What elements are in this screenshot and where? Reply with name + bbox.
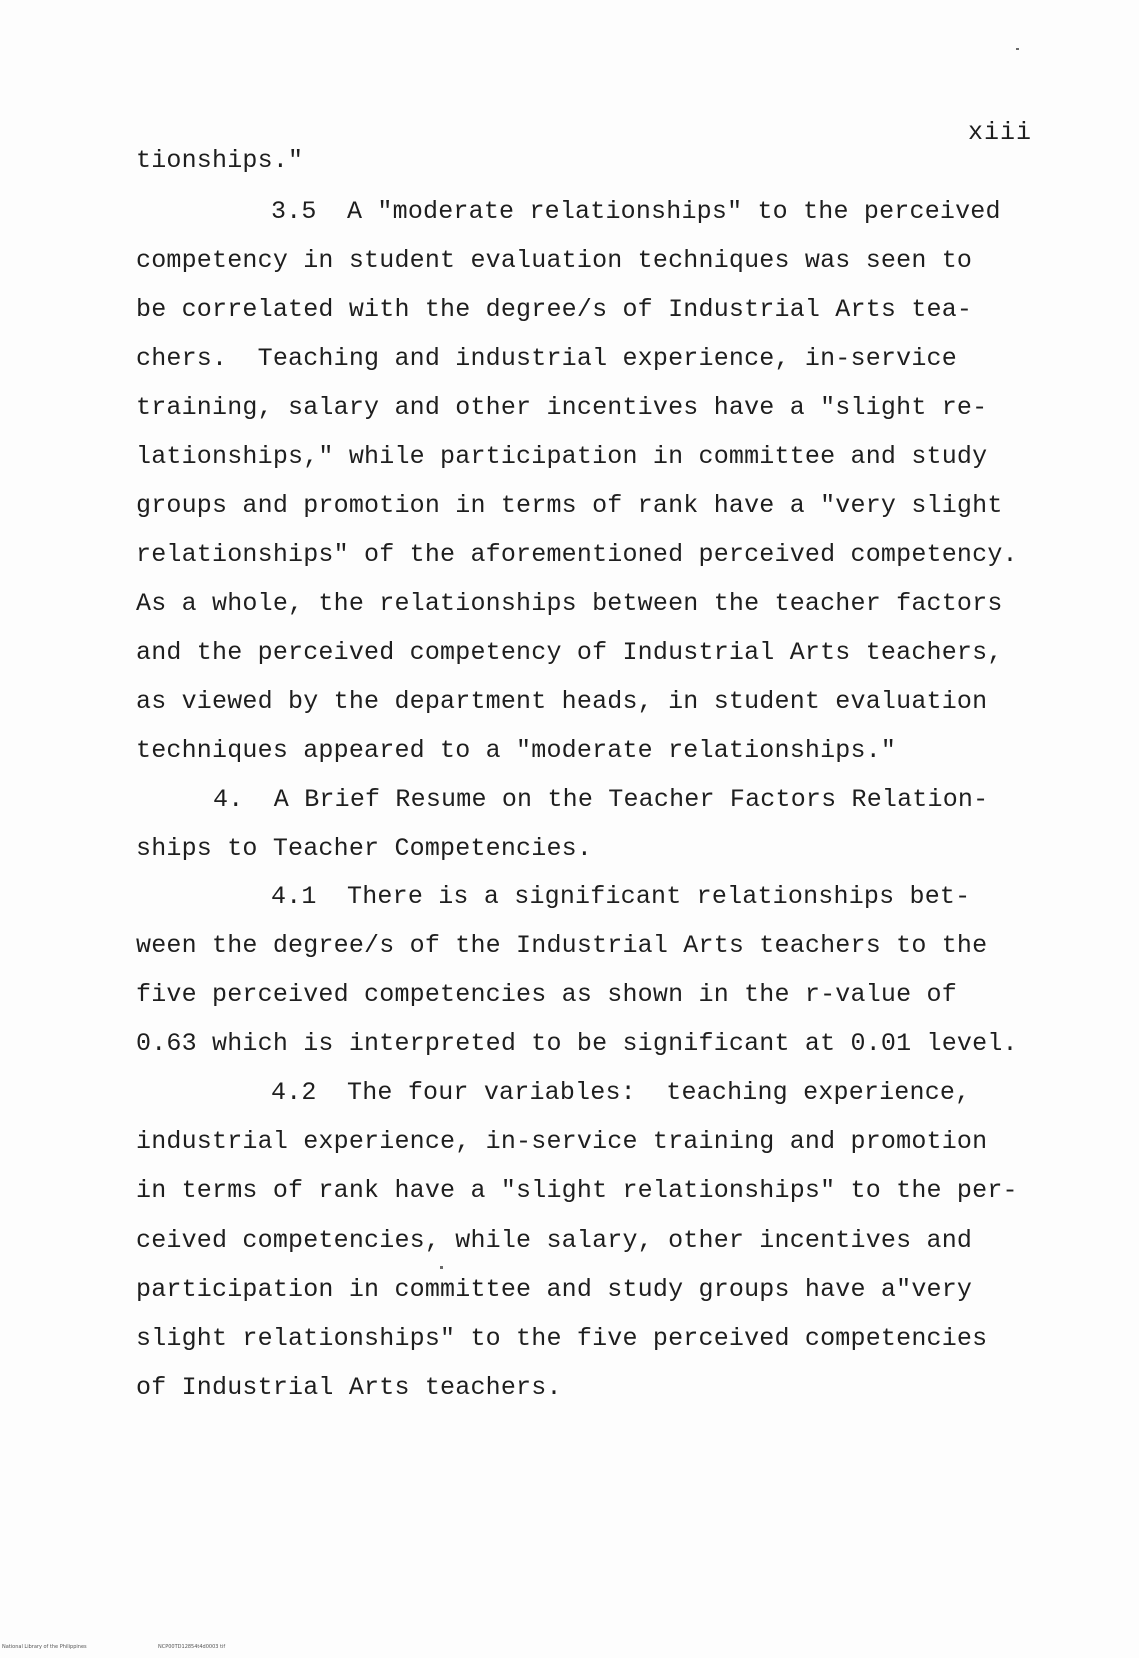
- text-line: and the perceived competency of Industrial Arts teachers,: [136, 638, 1003, 667]
- text-line: 0.63 which is interpreted to be significant at 0.01 level.: [136, 1029, 1018, 1058]
- text-line: chers. Teaching and industrial experience, in-service: [136, 344, 957, 373]
- text-line: lationships," while participation in committee and study: [136, 442, 988, 471]
- text-line: ween the degree/s of the Industrial Arts teachers to the: [136, 931, 988, 960]
- section-heading-line: ships to Teacher Competencies.: [136, 834, 593, 863]
- text-line: As a whole, the relationships between the teacher factors: [136, 589, 1003, 618]
- text-line: participation in committee and study groups have a"very: [136, 1275, 973, 1304]
- text-line: industrial experience, in-service training and promotion: [136, 1127, 988, 1156]
- text-line: groups and promotion in terms of rank have a "very slight: [136, 491, 1003, 520]
- text-line: ceived competencies, while salary, other incentives and: [136, 1226, 973, 1255]
- text-line: techniques appeared to a "moderate relationships.": [136, 736, 897, 765]
- text-line: training, salary and other incentives have a "slight re-: [136, 393, 988, 422]
- text-line: as viewed by the department heads, in student evaluation: [136, 687, 988, 716]
- text-line: relationships" of the aforementioned perceived competency.: [136, 540, 1018, 569]
- text-line: in terms of rank have a "slight relationships" to the per-: [136, 1176, 1018, 1205]
- text-line: of Industrial Arts teachers.: [136, 1373, 562, 1402]
- text-line: 3.5 A "moderate relationships" to the perceived: [271, 197, 1001, 226]
- text-line: competency in student evaluation techniques was seen to: [136, 246, 973, 275]
- text-line: five perceived competencies as shown in the r-value of: [136, 980, 957, 1009]
- text-line: slight relationships" to the five perceived competencies: [136, 1324, 988, 1353]
- section-heading-line: 4. A Brief Resume on the Teacher Factors Relation-: [213, 785, 989, 814]
- text-line: be correlated with the degree/s of Industrial Arts tea-: [136, 295, 973, 324]
- scan-speck: [1016, 48, 1019, 50]
- text-line: 4.1 There is a significant relationships bet-: [271, 882, 971, 911]
- footer-file-code: NCP00TD12854t4d0003 tif: [158, 1644, 226, 1650]
- text-line: tionships.": [136, 146, 304, 175]
- scan-speck: [440, 1266, 443, 1269]
- page-number: xiii: [968, 118, 1033, 147]
- footer-library-label: National Library of the Philippines: [2, 1644, 87, 1650]
- text-line: 4.2 The four variables: teaching experience,: [271, 1078, 971, 1107]
